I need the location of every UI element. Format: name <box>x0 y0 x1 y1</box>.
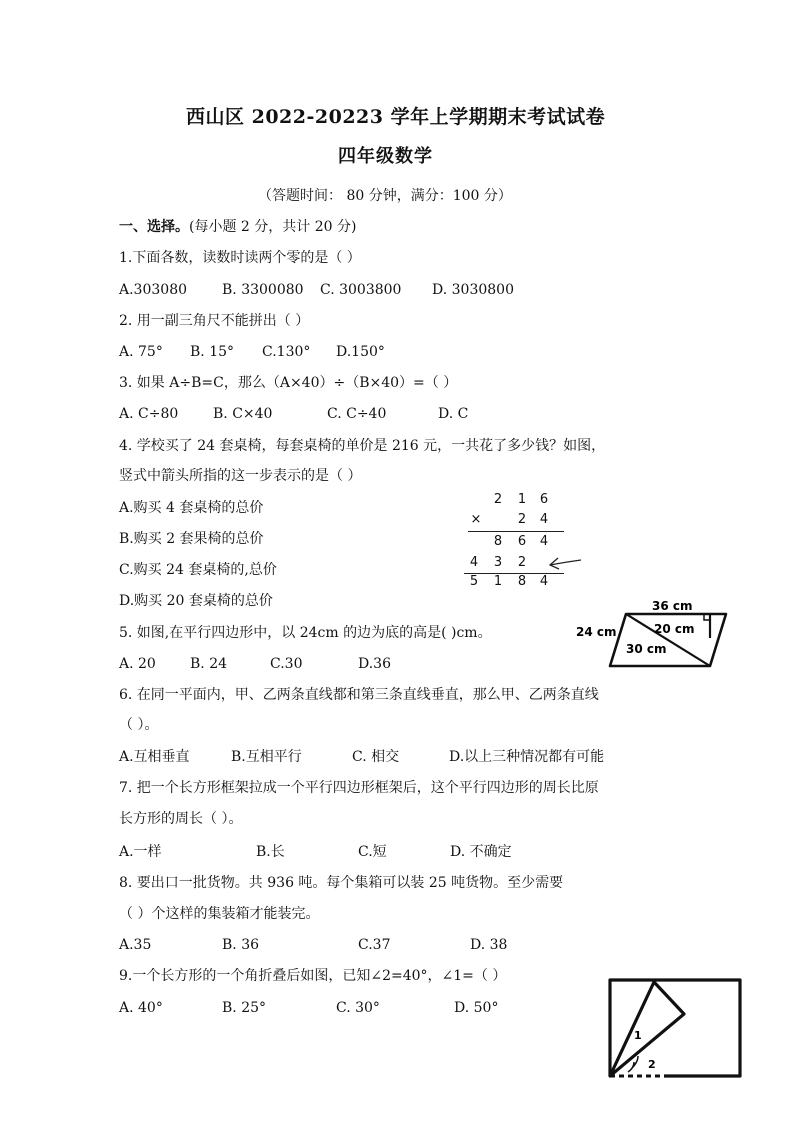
digit: 4 <box>469 555 479 570</box>
calc-rule-2 <box>464 573 564 574</box>
folded-rectangle-figure <box>604 972 744 1080</box>
option-2d: D.150° <box>336 344 385 360</box>
option-2b: B. 15° <box>190 344 235 360</box>
calc-rule-1 <box>468 531 564 532</box>
digit: 4 <box>539 534 549 549</box>
digit: 8 <box>493 534 503 549</box>
option-6d: D.以上三种情况都有可能 <box>449 749 605 765</box>
option-8d: D. 38 <box>470 937 508 953</box>
question-7-line-2: 长方形的周长（ ）。 <box>119 811 243 827</box>
label-36cm: 36 cm <box>652 599 693 613</box>
digit: 1 <box>493 574 503 589</box>
section-heading <box>119 218 356 236</box>
question-2: 2. 用一副三角尺不能拼出（ ） <box>119 313 310 329</box>
digit: 2 <box>493 492 503 507</box>
option-5b: B. 24 <box>190 656 228 672</box>
angle-2-label: 2 <box>648 1058 656 1071</box>
question-6-line-2: （ ）。 <box>119 717 159 733</box>
multiply-sign: × <box>470 512 482 527</box>
option-7c: C.短 <box>358 844 387 860</box>
label-24cm: 24 cm <box>576 625 617 639</box>
option-6c: C. 相交 <box>352 749 400 765</box>
section-note: (每小题 2 分，共计 20 分) <box>189 219 357 235</box>
option-8c: C.37 <box>358 937 391 953</box>
option-9a: A. 40° <box>119 1000 163 1016</box>
option-5c: C.30 <box>270 656 303 672</box>
digit: 5 <box>469 574 479 589</box>
label-20cm: 20 cm <box>654 622 695 636</box>
option-9d: D. 50° <box>454 1000 499 1016</box>
option-3d: D. C <box>438 406 469 422</box>
question-7-line-1: 7. 把一个长方形框架拉成一个平行四边形框架后，这个平行四边形的周长比原 <box>119 780 599 796</box>
page-title: 西山区 2022-20223 学年上学期期末考试试卷 <box>186 106 606 128</box>
parallelogram-figure <box>574 596 734 672</box>
option-7a: A.一样 <box>119 844 162 860</box>
option-7d: D. 不确定 <box>450 844 512 860</box>
option-9b: B. 25° <box>222 1000 267 1016</box>
option-5d: D.36 <box>358 656 391 672</box>
question-4-line-1: 4. 学校买了 24 套桌椅，每套桌椅的单价是 216 元，一共花了多少钱？如图， <box>119 438 606 454</box>
option-7b: B.长 <box>256 844 285 860</box>
option-1d: D. 3030800 <box>432 282 514 298</box>
digit: 4 <box>539 512 549 527</box>
angle-1-label: 1 <box>634 1029 642 1042</box>
digit: 8 <box>517 574 527 589</box>
question-1: 1.下面各数，读数时读两个零的是（ ） <box>119 250 361 266</box>
option-1a: A.303080 <box>119 282 188 298</box>
question-8-line-2: （ ）个这样的集装箱才能装完。 <box>119 906 320 922</box>
option-3c: C. C÷40 <box>327 406 387 422</box>
digit: 6 <box>517 534 527 549</box>
question-8-line-1: 8. 要出口一批货物。共 936 吨。每个集箱可以装 25 吨货物。至少需要 <box>119 875 564 891</box>
question-4-line-2: 竖式中箭头所指的这一步表示的是（ ） <box>119 468 362 484</box>
option-2c: C.130° <box>262 344 311 360</box>
option-4a: A.购买 4 套桌椅的总价 <box>119 500 264 516</box>
digit: 4 <box>539 574 549 589</box>
question-5: 5. 如图,在平行四边形中，以 24cm 的边为底的高是( )cm。 <box>119 625 492 641</box>
question-9: 9.一个长方形的一个角折叠后如图，已知∠2=40°，∠1=（ ） <box>119 968 507 984</box>
digit: 6 <box>539 492 549 507</box>
option-4d: D.购买 20 套桌椅的总价 <box>119 593 273 609</box>
arrow-icon <box>548 552 582 572</box>
option-6b: B.互相平行 <box>231 749 302 765</box>
option-2a: A. 75° <box>119 344 163 360</box>
option-6a: A.互相垂直 <box>119 749 190 765</box>
option-8b: B. 36 <box>222 937 260 953</box>
digit: 2 <box>517 512 527 527</box>
option-1b: B. 3300080 <box>222 282 304 298</box>
section-title: 一、选择。 <box>119 219 189 235</box>
option-1c: C. 3003800 <box>320 282 402 298</box>
question-6-line-1: 6. 在同一平面内，甲、乙两条直线都和第三条直线垂直，那么甲、乙两条直线 <box>119 687 599 703</box>
option-9c: C. 30° <box>336 1000 380 1016</box>
digit: 1 <box>517 492 527 507</box>
option-4c: C.购买 24 套桌椅的,总价 <box>119 562 277 578</box>
digit: 3 <box>493 555 503 570</box>
page-subtitle: 四年级数学 <box>338 146 433 167</box>
option-3b: B. C×40 <box>213 406 273 422</box>
digit: 2 <box>517 555 527 570</box>
vertical-multiplication <box>462 490 582 590</box>
option-8a: A.35 <box>119 937 152 953</box>
exam-meta: （答题时间： 80 分钟，满分：100 分） <box>258 188 512 204</box>
label-30cm: 30 cm <box>626 642 667 656</box>
question-3: 3. 如果 A÷B=C，那么（A×40）÷（B×40）=（ ） <box>119 375 458 391</box>
option-4b: B.购买 2 套果椅的总价 <box>119 531 264 547</box>
option-5a: A. 20 <box>119 656 156 672</box>
option-3a: A. C÷80 <box>119 406 179 422</box>
